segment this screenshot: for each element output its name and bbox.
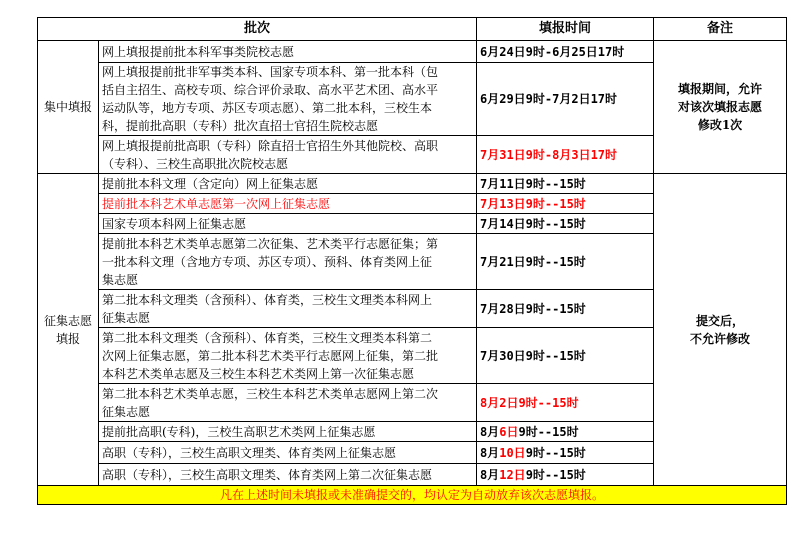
batch-line: 第二批本科文理类（含预科）、体育类，三校生文理类本科第二	[102, 330, 433, 345]
group-line: 填报	[55, 331, 80, 346]
time-cell: 7月13日9时--15时	[477, 194, 654, 214]
time-cell: 7月28日9时--15时	[477, 290, 654, 328]
batch-line: 第二批本科艺术类单志愿，三校生本科艺术类单志愿网上第二次	[102, 386, 439, 401]
time-month: 8月	[480, 445, 500, 460]
schedule-table	[37, 17, 787, 505]
footer-notice: 凡在上述时间未填报或未准确提交的，均认定为自动放弃该次志愿填报。	[38, 486, 787, 505]
time-cell	[477, 442, 654, 464]
batch-cell	[99, 328, 477, 384]
note-concentrated	[654, 41, 787, 174]
batch-line: 征集志愿	[102, 404, 151, 419]
time-cell: 6月24日9时-6月25日17时	[477, 41, 654, 63]
time-cell: 7月14日9时--15时	[477, 214, 654, 234]
batch-line: 网上填报提前批非军事类本科、国家专项本科、第一批本科（包	[102, 65, 439, 79]
header-row	[38, 18, 787, 41]
note-line: 不允许修改	[689, 331, 750, 346]
batch-cell: 提前批本科艺术单志愿第一次网上征集志愿	[99, 194, 477, 214]
batch-cell	[99, 290, 477, 328]
batch-cell: 国家专项本科网上征集志愿	[99, 214, 477, 234]
batch-cell	[99, 136, 477, 174]
batch-line: 括自主招生、高校专项、综合评价录取、高水平艺术团、高水平	[102, 83, 439, 97]
batch-line: 集志愿	[102, 272, 139, 287]
batch-cell: 高职（专科），三校生高职文理类、体育类网上第二次征集志愿	[99, 464, 477, 486]
batch-cell	[99, 234, 477, 290]
time-cell: 8月2日9时--15时	[477, 384, 654, 422]
batch-line: 一批本科文理（含地方专项、苏区专项）、预科、体育类网上征	[102, 254, 433, 269]
header-note: 备注	[654, 18, 787, 41]
table-row	[38, 41, 787, 63]
batch-cell: 提前批本科文理（含定向）网上征集志愿	[99, 174, 477, 194]
time-hours: 9时--15时	[518, 424, 579, 439]
group-solicit	[38, 174, 99, 486]
batch-cell	[99, 384, 477, 422]
batch-line: 科，提前批高职（专科）批次直招士官招生院校志愿	[102, 119, 379, 133]
header-time: 填报时间	[477, 18, 654, 41]
batch-cell: 高职（专科），三校生高职文理类、体育类网上征集志愿	[99, 442, 477, 464]
time-month: 8月	[480, 467, 500, 482]
batch-line: 运动队等，地方专项、苏区专项志愿）、第二批本科，三校生本	[102, 101, 433, 115]
header-batch: 批次	[38, 18, 477, 41]
note-line: 修改1次	[697, 118, 743, 132]
batch-line: 本科艺术类单志愿及三校生本科艺术类网上第一次征集志愿	[102, 366, 415, 381]
time-cell: 7月11日9时--15时	[477, 174, 654, 194]
time-cell	[477, 422, 654, 442]
time-cell: 7月30日9时--15时	[477, 328, 654, 384]
time-cell	[477, 464, 654, 486]
batch-line: 网上填报提前批高职（专科）除直招士官招生外其他院校、高职	[102, 138, 439, 153]
note-line: 提交后，	[695, 313, 744, 328]
table-row	[38, 174, 787, 194]
group-concentrated: 集中填报	[38, 41, 99, 174]
batch-line: （专科）、三校生高职批次院校志愿	[102, 156, 289, 171]
time-month: 8月	[480, 424, 500, 439]
note-solicit	[654, 174, 787, 486]
batch-line: 征集志愿	[102, 310, 151, 325]
note-line: 填报期间，允许	[677, 82, 762, 96]
note-line: 对该次填报志愿	[677, 100, 762, 114]
batch-cell: 网上填报提前批本科军事类院校志愿	[99, 41, 477, 63]
time-cell: 7月21日9时--15时	[477, 234, 654, 290]
batch-line: 次网上征集志愿，第二批本科艺术类平行志愿网上征集，第二批	[102, 348, 439, 363]
time-day: 6日	[499, 424, 519, 439]
footer-row	[38, 486, 787, 505]
group-line: 征集志愿	[43, 313, 92, 328]
batch-cell: 提前批高职(专科)，三校生高职艺术类网上征集志愿	[99, 422, 477, 442]
batch-cell	[99, 63, 477, 136]
time-day: 12日	[499, 467, 526, 482]
time-day: 10日	[499, 445, 526, 460]
batch-line: 提前批本科艺术类单志愿第二次征集、艺术类平行志愿征集；第	[102, 236, 439, 251]
time-cell: 6月29日9时-7月2日17时	[477, 63, 654, 136]
time-cell: 7月31日9时-8月3日17时	[477, 136, 654, 174]
time-hours: 9时--15时	[525, 467, 586, 482]
batch-line: 第二批本科文理类（含预科）、体育类，三校生文理类本科网上	[102, 292, 433, 307]
time-hours: 9时--15时	[525, 445, 586, 460]
